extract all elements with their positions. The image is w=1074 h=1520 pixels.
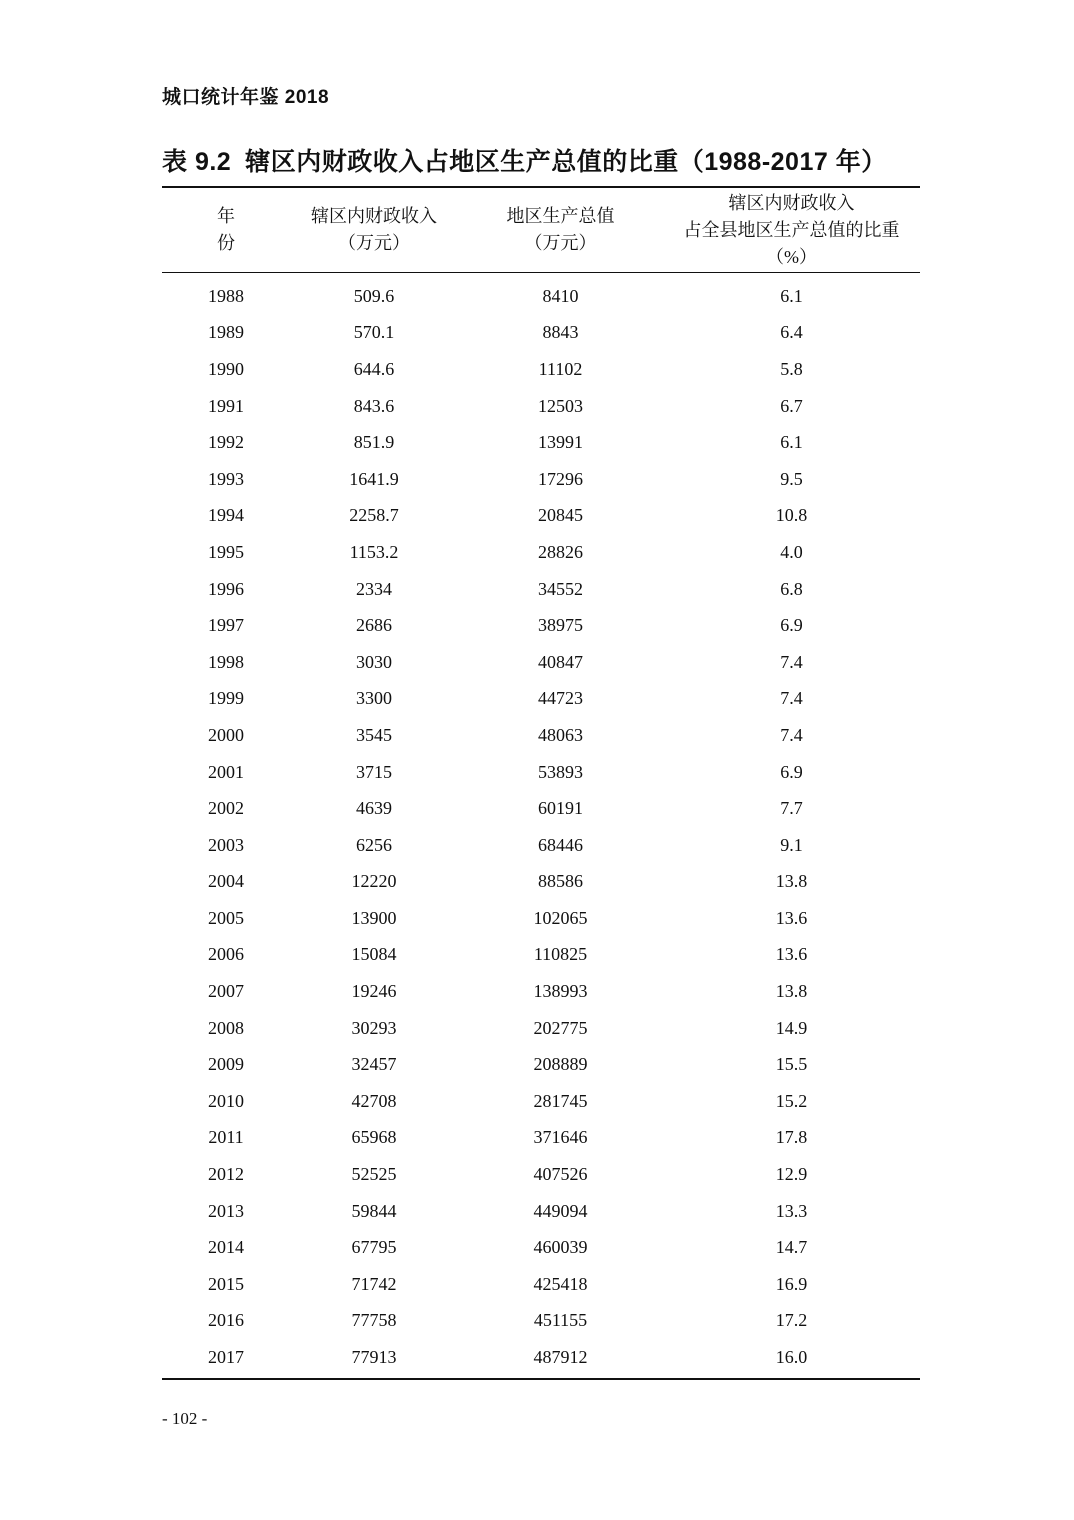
- cell-gdp: 102065: [533, 907, 588, 928]
- cell-year: 2016: [208, 1310, 244, 1331]
- cell-gdp: 13991: [538, 432, 583, 453]
- cell-revenue: 3030: [356, 651, 392, 672]
- cell-gdp: 88586: [538, 871, 583, 892]
- cell-share: 13.8: [775, 981, 808, 1002]
- table-row: [162, 1120, 920, 1157]
- table-row: [162, 1266, 920, 1303]
- cell-revenue: 3545: [356, 724, 392, 745]
- cell-year: 2001: [208, 761, 244, 782]
- table-row: [162, 1010, 920, 1047]
- cell-gdp: 48063: [538, 724, 583, 745]
- cell-year: 2000: [208, 724, 244, 745]
- table-title-text: 辖区内财政收入占地区生产总值的比重（1988-2017 年）: [245, 148, 887, 176]
- cell-year: 2008: [208, 1017, 244, 1038]
- statistics-table: [162, 186, 920, 1380]
- cell-gdp: 371646: [533, 1127, 588, 1148]
- cell-revenue: 2334: [356, 578, 392, 599]
- cell-gdp: 28826: [538, 541, 583, 562]
- cell-revenue: 65968: [351, 1127, 397, 1148]
- table-row: [162, 1046, 920, 1083]
- cell-year: 1996: [208, 578, 244, 599]
- cell-revenue: 71742: [351, 1273, 397, 1294]
- cell-revenue: 1153.2: [349, 541, 399, 562]
- cell-gdp: 208889: [533, 1054, 588, 1075]
- table-row: [162, 717, 920, 754]
- cell-year: 2006: [208, 944, 244, 965]
- cell-gdp: 17296: [538, 468, 583, 489]
- cell-share: 10.8: [775, 505, 808, 526]
- cell-share: 13.6: [775, 944, 808, 965]
- cell-year: 2015: [208, 1273, 244, 1294]
- table-row: [162, 1193, 920, 1230]
- cell-share: 7.7: [780, 798, 803, 819]
- cell-revenue: 2258.7: [349, 505, 399, 526]
- column-header-year: 年 份: [217, 206, 235, 253]
- cell-share: 16.9: [775, 1273, 808, 1294]
- cell-year: 1994: [208, 505, 244, 526]
- cell-gdp: 8843: [542, 322, 579, 343]
- table-row: [162, 315, 920, 352]
- cell-revenue: 851.9: [353, 432, 395, 453]
- cell-gdp: 12503: [538, 395, 583, 416]
- table-row: [162, 351, 920, 388]
- table-row: [162, 607, 920, 644]
- column-header-revenue: 辖区内财政收入 （万元）: [311, 206, 437, 253]
- cell-revenue: 59844: [351, 1200, 397, 1221]
- cell-gdp: 8410: [542, 285, 579, 306]
- cell-gdp: 451155: [533, 1310, 588, 1331]
- running-header: 城口统计年鉴 2018: [162, 87, 330, 108]
- cell-gdp: 110825: [533, 944, 588, 965]
- cell-gdp: 487912: [533, 1347, 588, 1368]
- cell-year: 2010: [208, 1090, 244, 1111]
- cell-revenue: 4639: [356, 798, 392, 819]
- cell-share: 9.5: [780, 468, 803, 489]
- cell-share: 6.8: [780, 578, 803, 599]
- cell-year: 1997: [208, 615, 244, 636]
- cell-year: 1990: [208, 358, 244, 379]
- table-number: 表 9.2: [162, 148, 232, 176]
- cell-gdp: 44723: [538, 688, 583, 709]
- cell-share: 6.1: [780, 432, 803, 453]
- cell-revenue: 13900: [351, 907, 397, 928]
- table-row: [162, 1339, 920, 1379]
- table-row: [162, 681, 920, 718]
- table-row: [162, 900, 920, 937]
- cell-revenue: 77758: [351, 1310, 397, 1331]
- cell-revenue: 42708: [351, 1090, 397, 1111]
- cell-year: 2003: [208, 834, 244, 855]
- cell-gdp: 449094: [533, 1200, 588, 1221]
- cell-revenue: 3715: [356, 761, 392, 782]
- cell-share: 17.2: [775, 1310, 808, 1331]
- cell-year: 2012: [208, 1164, 244, 1185]
- table-row: [162, 1083, 920, 1120]
- cell-share: 6.1: [780, 285, 803, 306]
- cell-gdp: 60191: [538, 798, 583, 819]
- cell-year: 2002: [208, 798, 244, 819]
- cell-gdp: 138993: [533, 981, 588, 1002]
- table-row: [162, 424, 920, 461]
- cell-revenue: 77913: [351, 1347, 397, 1368]
- table-row: [162, 790, 920, 827]
- table-row: [162, 1303, 920, 1340]
- cell-revenue: 32457: [351, 1054, 397, 1075]
- cell-revenue: 3300: [356, 688, 392, 709]
- cell-year: 2013: [208, 1200, 244, 1221]
- cell-year: 1992: [208, 432, 244, 453]
- cell-gdp: 53893: [538, 761, 583, 782]
- cell-year: 1989: [208, 322, 244, 343]
- cell-share: 14.7: [775, 1237, 808, 1258]
- cell-revenue: 52525: [351, 1164, 397, 1185]
- cell-share: 6.9: [780, 615, 803, 636]
- cell-share: 4.0: [780, 541, 803, 562]
- cell-revenue: 30293: [351, 1017, 397, 1038]
- cell-share: 5.8: [780, 358, 803, 379]
- cell-share: 6.7: [780, 395, 803, 416]
- cell-share: 9.1: [780, 834, 803, 855]
- cell-revenue: 67795: [351, 1237, 397, 1258]
- cell-share: 17.8: [775, 1127, 808, 1148]
- cell-revenue: 1641.9: [349, 468, 399, 489]
- cell-share: 7.4: [780, 688, 803, 709]
- table-row: [162, 498, 920, 535]
- cell-share: 16.0: [775, 1347, 808, 1368]
- cell-year: 1993: [208, 468, 244, 489]
- cell-revenue: 6256: [356, 834, 392, 855]
- cell-revenue: 2686: [356, 615, 392, 636]
- column-header-share: 辖区内财政收入 占全县地区生产总值的比重 （%）: [683, 192, 900, 267]
- cell-share: 7.4: [780, 724, 803, 745]
- cell-share: 15.5: [775, 1054, 808, 1075]
- cell-revenue: 12220: [351, 871, 397, 892]
- cell-share: 13.6: [775, 907, 808, 928]
- cell-year: 2009: [208, 1054, 244, 1075]
- cell-year: 2007: [208, 981, 244, 1002]
- cell-revenue: 570.1: [353, 322, 395, 343]
- table-title: [162, 142, 887, 178]
- cell-share: 14.9: [775, 1017, 808, 1038]
- cell-share: 13.8: [775, 871, 808, 892]
- cell-year: 1998: [208, 651, 244, 672]
- table-row: [162, 973, 920, 1010]
- table-header-row: [162, 187, 920, 273]
- cell-gdp: 34552: [538, 578, 583, 599]
- cell-gdp: 281745: [533, 1090, 588, 1111]
- column-header-gdp: 地区生产总值 （万元）: [506, 206, 615, 253]
- cell-year: 1999: [208, 688, 244, 709]
- cell-revenue: 19246: [351, 981, 397, 1002]
- cell-share: 6.4: [780, 322, 803, 343]
- cell-revenue: 843.6: [353, 395, 395, 416]
- cell-year: 2004: [208, 871, 244, 892]
- cell-gdp: 460039: [533, 1237, 588, 1258]
- table-row: [162, 1156, 920, 1193]
- cell-year: 2017: [208, 1347, 244, 1368]
- cell-share: 12.9: [775, 1164, 808, 1185]
- cell-revenue: 509.6: [353, 285, 395, 306]
- cell-year: 2014: [208, 1237, 244, 1258]
- table-row: [162, 937, 920, 974]
- cell-share: 15.2: [775, 1090, 808, 1111]
- table-row: [162, 864, 920, 901]
- cell-share: 7.4: [780, 651, 803, 672]
- cell-year: 1988: [208, 285, 244, 306]
- cell-share: 6.9: [780, 761, 803, 782]
- cell-gdp: 20845: [538, 505, 583, 526]
- table-row: [162, 644, 920, 681]
- table-row: [162, 571, 920, 608]
- table-row: [162, 534, 920, 571]
- cell-revenue: 644.6: [353, 358, 395, 379]
- cell-year: 2011: [208, 1127, 244, 1148]
- table-row: [162, 461, 920, 498]
- cell-gdp: 38975: [538, 615, 583, 636]
- cell-gdp: 425418: [533, 1273, 588, 1294]
- table-row: [162, 827, 920, 864]
- cell-gdp: 40847: [538, 651, 583, 672]
- table-row: [162, 754, 920, 791]
- cell-revenue: 15084: [351, 944, 397, 965]
- cell-gdp: 202775: [533, 1017, 588, 1038]
- cell-year: 2005: [208, 907, 244, 928]
- table-row: [162, 273, 920, 315]
- cell-year: 1991: [208, 395, 244, 416]
- cell-gdp: 68446: [538, 834, 583, 855]
- cell-year: 1995: [208, 541, 244, 562]
- page-number: - 102 -: [162, 1409, 208, 1428]
- table-row: [162, 388, 920, 425]
- cell-gdp: 11102: [538, 358, 583, 379]
- cell-gdp: 407526: [533, 1164, 588, 1185]
- table-row: [162, 1229, 920, 1266]
- table-body: [162, 273, 920, 1379]
- cell-share: 13.3: [775, 1200, 808, 1221]
